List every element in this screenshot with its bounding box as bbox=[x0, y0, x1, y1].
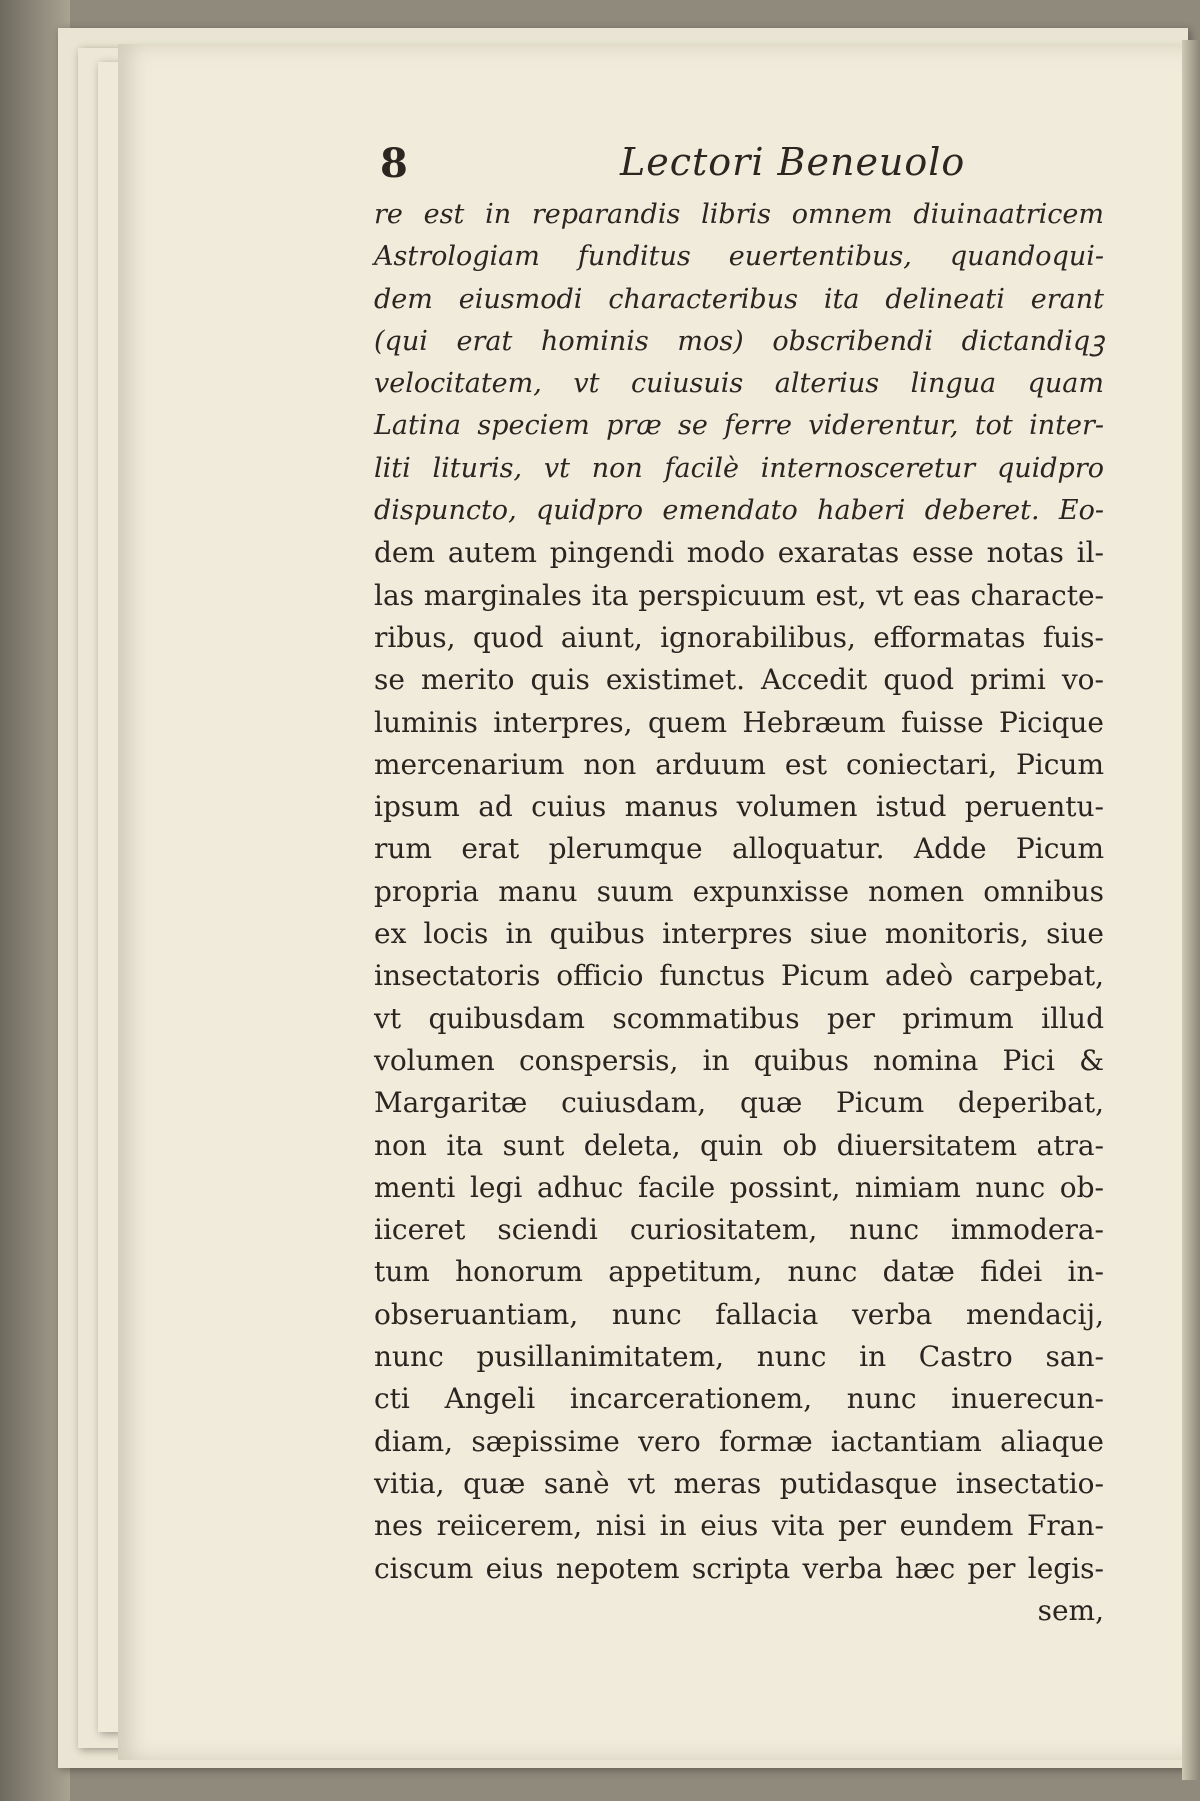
text-line: velocitatem, vt cuiusuis alterius lingua quam bbox=[374, 368, 1104, 400]
text-line: re est in reparandis libris omnem diuinaatricem bbox=[374, 199, 1104, 230]
text-line: sem, bbox=[1037, 1593, 1104, 1627]
text-line: (qui erat hominis mos) obscribendi dictandiqꝫ bbox=[374, 325, 1104, 357]
text-line: propria manu suum expunxisse nomen omnibus bbox=[374, 874, 1104, 908]
text-line: las marginales ita perspicuum est, vt eas characte- bbox=[374, 578, 1104, 612]
text-line: vitia, quæ sanè vt meras putidasque insectatio- bbox=[374, 1466, 1104, 1500]
text-line: ipsum ad cuius manus volumen istud peruentu- bbox=[374, 790, 1104, 824]
text-line: nunc pusillanimitatem, nunc in Castro san- bbox=[374, 1340, 1104, 1374]
text-line: Margaritæ cuiusdam, quæ Picum deperibat, bbox=[374, 1086, 1104, 1120]
page-number: 8 bbox=[380, 140, 408, 187]
text-line: ciscum eius nepotem scripta verba hæc per legis- bbox=[374, 1551, 1104, 1585]
text-line: se merito quis existimet. Accedit quod primi vo- bbox=[374, 663, 1104, 697]
text-line: tum honorum appetitum, nunc datæ fidei in- bbox=[374, 1255, 1104, 1289]
page-right-edge bbox=[1182, 40, 1200, 1780]
text-line: menti legi adhuc facile possint, nimiam nunc ob- bbox=[374, 1170, 1104, 1204]
text-line: rum erat plerumque alloquatur. Adde Picum bbox=[374, 832, 1104, 866]
text-line: vt quibusdam scommatibus per primum illud bbox=[374, 1001, 1104, 1035]
page-header bbox=[380, 140, 1120, 190]
text-line: luminis interpres, quem Hebræum fuisse Picique bbox=[374, 705, 1104, 739]
text-line: cti Angeli incarcerationem, nunc inuerecun- bbox=[374, 1382, 1104, 1416]
text-line: iiceret sciendi curiositatem, nunc immodera- bbox=[374, 1213, 1104, 1247]
text-line: ribus, quod aiunt, ignorabilibus, efformatas fuis- bbox=[374, 620, 1104, 654]
text-line: liti lituris, vt non facilè internosceretur quidpro bbox=[374, 452, 1104, 484]
text-line: Astrologiam funditus euertentibus, quandoqui- bbox=[374, 241, 1104, 273]
text-line: dem eiusmodi characteribus ita delineati erant bbox=[374, 283, 1104, 315]
body-text bbox=[374, 194, 1104, 1632]
text-line: volumen conspersis, in quibus nomina Pici & bbox=[374, 1043, 1104, 1077]
text-line: diam, sæpissime vero formæ iactantiam aliaque bbox=[374, 1424, 1104, 1458]
running-head: Lectori Beneuolo bbox=[620, 140, 966, 184]
text-line: ex locis in quibus interpres siue monitoris, siue bbox=[374, 917, 1104, 951]
text-line: non ita sunt deleta, quin ob diuersitatem atra- bbox=[374, 1128, 1104, 1162]
text-line: obseruantiam, nunc fallacia verba mendacij, bbox=[374, 1297, 1104, 1331]
text-line: dispuncto, quidpro emendato haberi deberet. Eo- bbox=[374, 495, 1104, 527]
text-line: dem autem pingendi modo exaratas esse notas il- bbox=[374, 536, 1104, 570]
text-line: Latina speciem præ se ferre viderentur, tot inter- bbox=[374, 410, 1104, 442]
text-line: insectatoris officio functus Picum adeò carpebat, bbox=[374, 959, 1104, 993]
text-line: mercenarium non arduum est coniectari, Picum bbox=[374, 747, 1104, 781]
text-line: nes reiicerem, nisi in eius vita per eundem Fran- bbox=[374, 1509, 1104, 1543]
